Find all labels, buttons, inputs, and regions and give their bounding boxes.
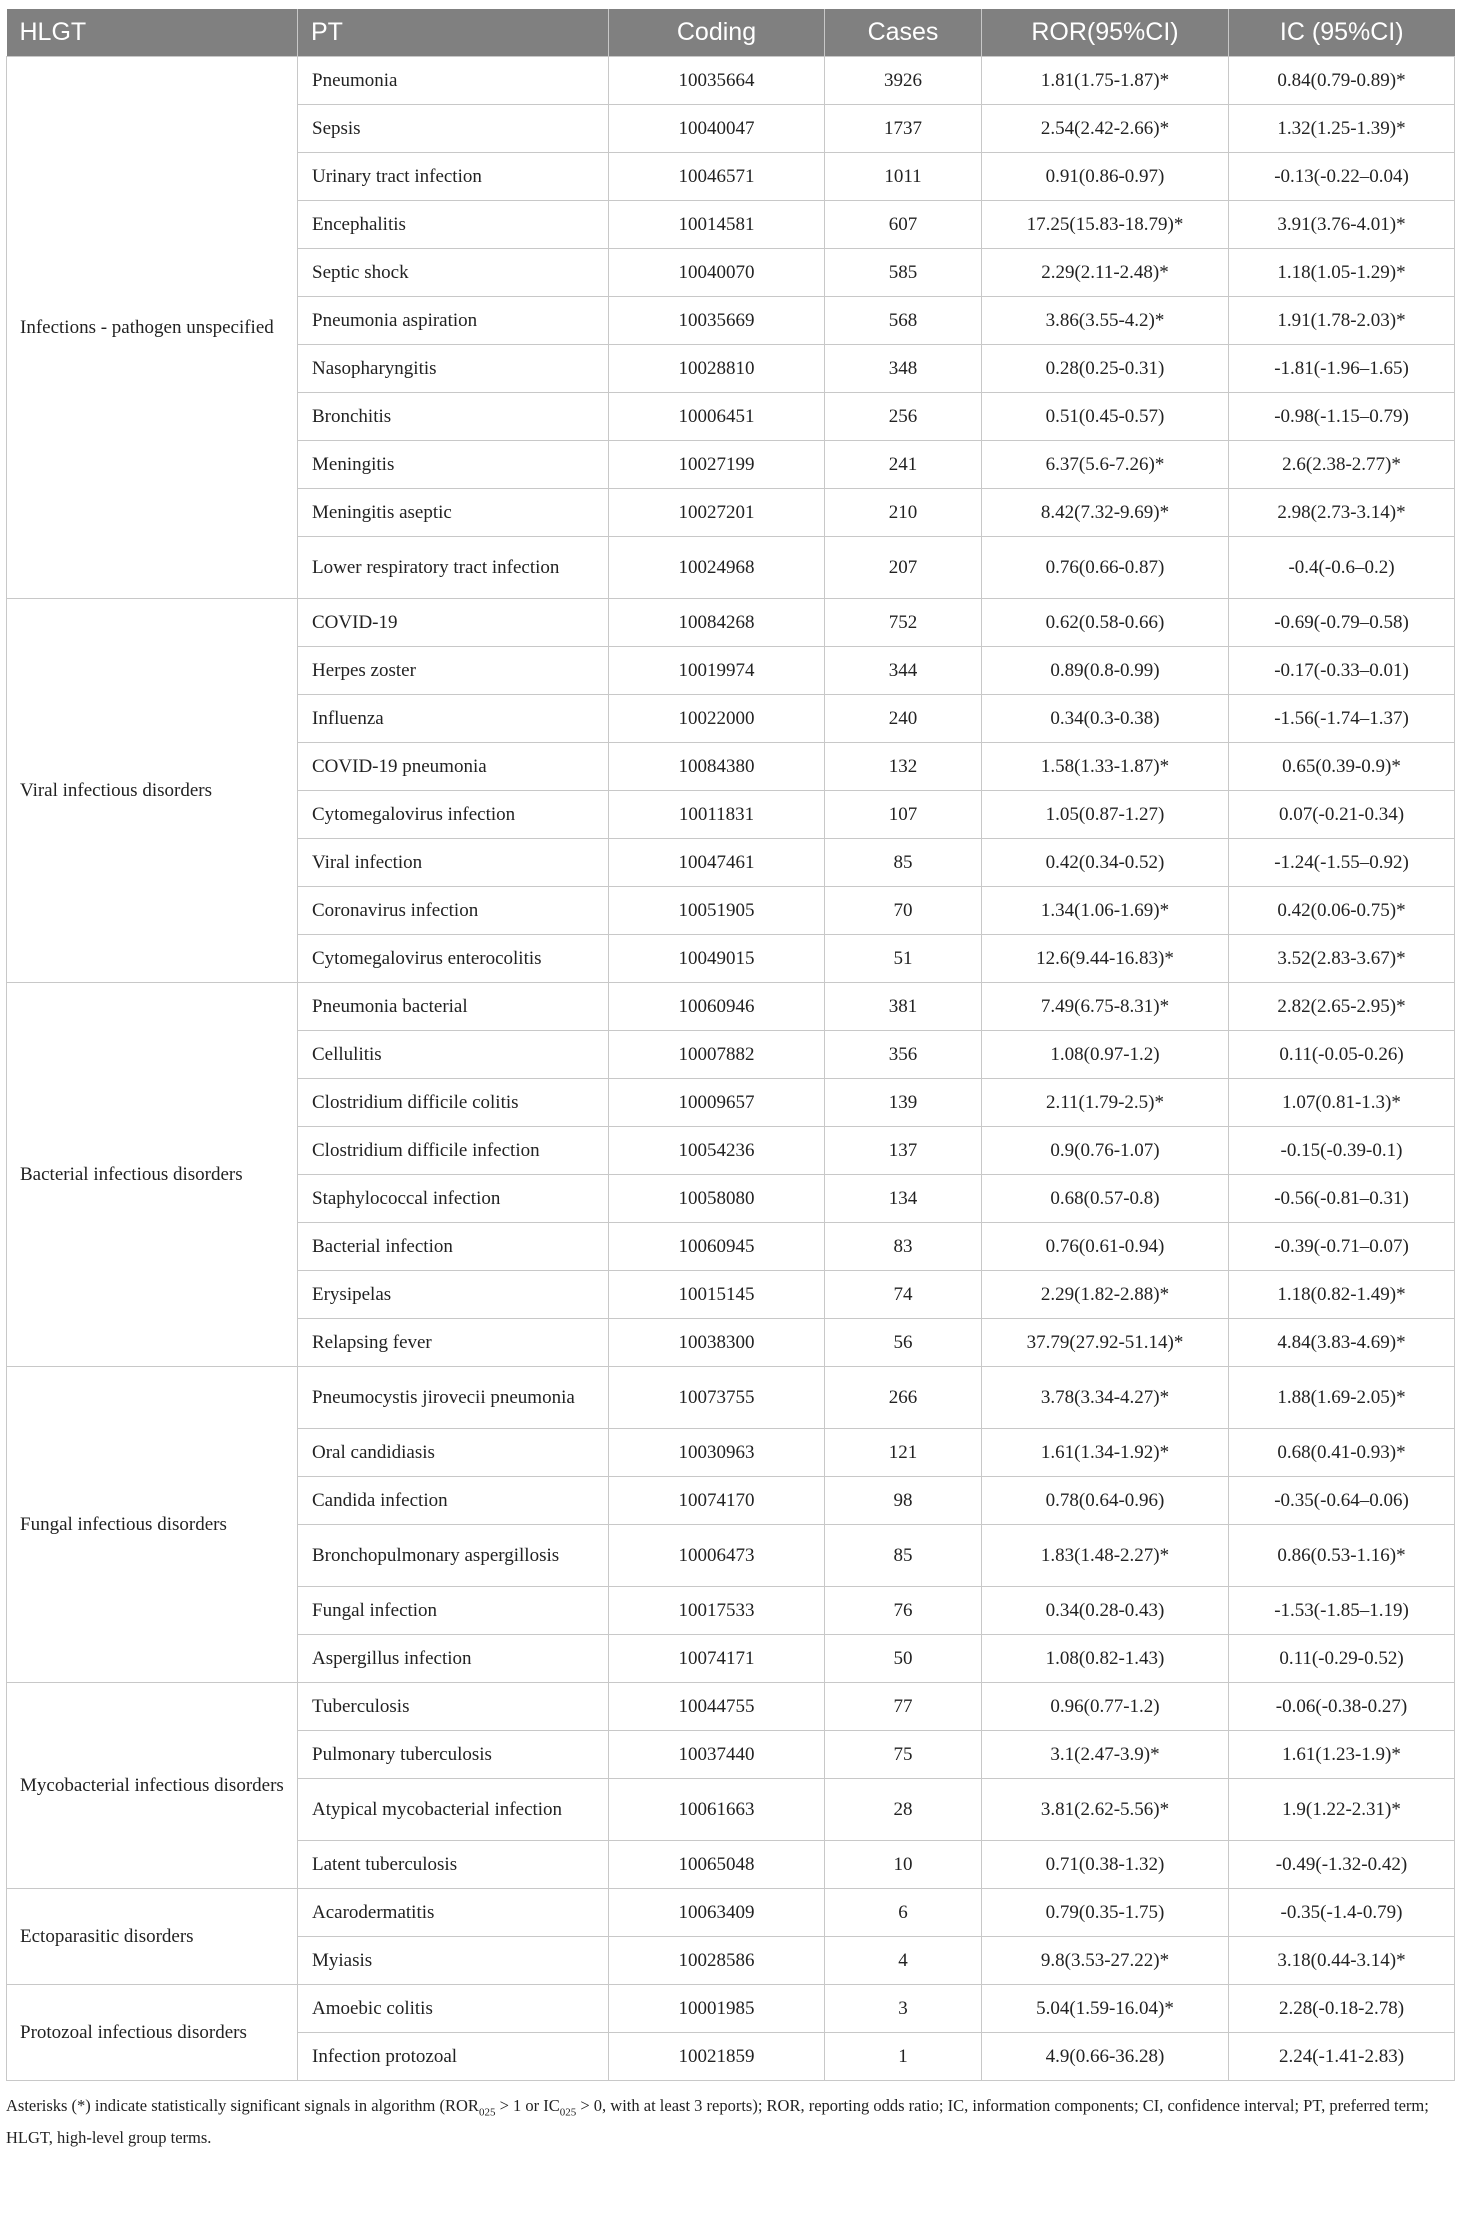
pt-cell: Sepsis (298, 105, 609, 153)
ic-cell: 0.65(0.39-0.9)* (1229, 743, 1455, 791)
header-cases: Cases (825, 9, 982, 57)
cases-cell: 607 (825, 201, 982, 249)
ic-cell: 2.98(2.73-3.14)* (1229, 489, 1455, 537)
hlgt-group-cell: Bacterial infectious disorders (7, 983, 298, 1367)
table-row (7, 1889, 1455, 1937)
document-page (0, 9, 1460, 2151)
ror-cell: 1.58(1.33-1.87)* (982, 743, 1229, 791)
ror-cell: 1.34(1.06-1.69)* (982, 887, 1229, 935)
pt-cell: Pneumocystis jirovecii pneumonia (298, 1367, 609, 1429)
coding-cell: 10065048 (609, 1841, 825, 1889)
ror-cell: 0.42(0.34-0.52) (982, 839, 1229, 887)
coding-cell: 10084380 (609, 743, 825, 791)
table-row (7, 599, 1455, 647)
ror-cell: 0.78(0.64-0.96) (982, 1477, 1229, 1525)
ror-cell: 0.9(0.76-1.07) (982, 1127, 1229, 1175)
cases-cell: 28 (825, 1779, 982, 1841)
ic-cell: -0.13(-0.22–0.04) (1229, 153, 1455, 201)
ror-cell: 3.1(2.47-3.9)* (982, 1731, 1229, 1779)
cases-cell: 137 (825, 1127, 982, 1175)
coding-cell: 10047461 (609, 839, 825, 887)
header-hlgt: HLGT (7, 9, 298, 57)
coding-cell: 10006473 (609, 1525, 825, 1587)
ic-cell: -1.81(-1.96–1.65) (1229, 345, 1455, 393)
ic-cell: 1.61(1.23-1.9)* (1229, 1731, 1455, 1779)
pt-cell: Bronchopulmonary aspergillosis (298, 1525, 609, 1587)
coding-cell: 10049015 (609, 935, 825, 983)
coding-cell: 10063409 (609, 1889, 825, 1937)
footnote-text-1: Asterisks (*) indicate statistically significant signals in algorithm (ROR (6, 2096, 479, 2115)
ror-cell: 3.78(3.34-4.27)* (982, 1367, 1229, 1429)
coding-cell: 10058080 (609, 1175, 825, 1223)
table-row (7, 1367, 1455, 1429)
pt-cell: Urinary tract infection (298, 153, 609, 201)
cases-cell: 568 (825, 297, 982, 345)
ic-cell: 2.24(-1.41-2.83) (1229, 2033, 1455, 2081)
pt-cell: Latent tuberculosis (298, 1841, 609, 1889)
ror-cell: 2.54(2.42-2.66)* (982, 105, 1229, 153)
ror-cell: 3.81(2.62-5.56)* (982, 1779, 1229, 1841)
hlgt-group-cell: Viral infectious disorders (7, 599, 298, 983)
pt-cell: Myiasis (298, 1937, 609, 1985)
cases-cell: 107 (825, 791, 982, 839)
pt-cell: Fungal infection (298, 1587, 609, 1635)
ic-cell: 3.18(0.44-3.14)* (1229, 1937, 1455, 1985)
coding-cell: 10046571 (609, 153, 825, 201)
pt-cell: Aspergillus infection (298, 1635, 609, 1683)
ror-cell: 2.29(2.11-2.48)* (982, 249, 1229, 297)
cases-cell: 132 (825, 743, 982, 791)
pt-cell: Pulmonary tuberculosis (298, 1731, 609, 1779)
ic-cell: 0.07(-0.21-0.34) (1229, 791, 1455, 839)
cases-cell: 348 (825, 345, 982, 393)
coding-cell: 10084268 (609, 599, 825, 647)
coding-cell: 10074171 (609, 1635, 825, 1683)
cases-cell: 4 (825, 1937, 982, 1985)
cases-cell: 3 (825, 1985, 982, 2033)
coding-cell: 10037440 (609, 1731, 825, 1779)
pt-cell: Meningitis aseptic (298, 489, 609, 537)
ic-cell: 4.84(3.83-4.69)* (1229, 1319, 1455, 1367)
coding-cell: 10015145 (609, 1271, 825, 1319)
coding-cell: 10054236 (609, 1127, 825, 1175)
header-ic: IC (95%CI) (1229, 9, 1455, 57)
cases-cell: 85 (825, 1525, 982, 1587)
coding-cell: 10011831 (609, 791, 825, 839)
cases-cell: 240 (825, 695, 982, 743)
cases-cell: 356 (825, 1031, 982, 1079)
ror-cell: 0.62(0.58-0.66) (982, 599, 1229, 647)
ic-cell: -1.53(-1.85–1.19) (1229, 1587, 1455, 1635)
ic-cell: 0.84(0.79-0.89)* (1229, 57, 1455, 105)
hlgt-group-cell: Mycobacterial infectious disorders (7, 1683, 298, 1889)
ror-cell: 0.76(0.66-0.87) (982, 537, 1229, 599)
pt-cell: Cytomegalovirus enterocolitis (298, 935, 609, 983)
footnote-subscript-2: 025 (559, 2106, 577, 2119)
cases-cell: 266 (825, 1367, 982, 1429)
ic-cell: 1.07(0.81-1.3)* (1229, 1079, 1455, 1127)
cases-cell: 56 (825, 1319, 982, 1367)
ror-cell: 17.25(15.83-18.79)* (982, 201, 1229, 249)
cases-cell: 752 (825, 599, 982, 647)
pt-cell: Herpes zoster (298, 647, 609, 695)
coding-cell: 10060946 (609, 983, 825, 1031)
pt-cell: Encephalitis (298, 201, 609, 249)
cases-cell: 74 (825, 1271, 982, 1319)
ic-cell: 1.91(1.78-2.03)* (1229, 297, 1455, 345)
ic-cell: -0.17(-0.33–0.01) (1229, 647, 1455, 695)
table-row (7, 983, 1455, 1031)
cases-cell: 1 (825, 2033, 982, 2081)
pt-cell: Atypical mycobacterial infection (298, 1779, 609, 1841)
ic-cell: -0.35(-0.64–0.06) (1229, 1477, 1455, 1525)
ror-cell: 37.79(27.92-51.14)* (982, 1319, 1229, 1367)
pt-cell: Staphylococcal infection (298, 1175, 609, 1223)
table-row (7, 57, 1455, 105)
coding-cell: 10044755 (609, 1683, 825, 1731)
pt-cell: Tuberculosis (298, 1683, 609, 1731)
cases-cell: 77 (825, 1683, 982, 1731)
cases-cell: 210 (825, 489, 982, 537)
ic-cell: -0.49(-1.32-0.42) (1229, 1841, 1455, 1889)
coding-cell: 10017533 (609, 1587, 825, 1635)
coding-cell: 10074170 (609, 1477, 825, 1525)
pt-cell: Pneumonia aspiration (298, 297, 609, 345)
pt-cell: Cellulitis (298, 1031, 609, 1079)
header-coding: Coding (609, 9, 825, 57)
ror-cell: 12.6(9.44-16.83)* (982, 935, 1229, 983)
ic-cell: 2.28(-0.18-2.78) (1229, 1985, 1455, 2033)
coding-cell: 10022000 (609, 695, 825, 743)
cases-cell: 121 (825, 1429, 982, 1477)
pt-cell: Relapsing fever (298, 1319, 609, 1367)
ic-cell: -0.69(-0.79–0.58) (1229, 599, 1455, 647)
ror-cell: 0.71(0.38-1.32) (982, 1841, 1229, 1889)
coding-cell: 10038300 (609, 1319, 825, 1367)
cases-cell: 1737 (825, 105, 982, 153)
ic-cell: 0.11(-0.29-0.52) (1229, 1635, 1455, 1683)
pt-cell: Amoebic colitis (298, 1985, 609, 2033)
header-row (7, 9, 1455, 57)
ror-cell: 0.28(0.25-0.31) (982, 345, 1229, 393)
pt-cell: Infection protozoal (298, 2033, 609, 2081)
table-footnote (6, 2093, 1454, 2151)
ror-cell: 6.37(5.6-7.26)* (982, 441, 1229, 489)
ror-cell: 0.79(0.35-1.75) (982, 1889, 1229, 1937)
ror-cell: 0.68(0.57-0.8) (982, 1175, 1229, 1223)
coding-cell: 10024968 (609, 537, 825, 599)
coding-cell: 10019974 (609, 647, 825, 695)
ror-cell: 0.76(0.61-0.94) (982, 1223, 1229, 1271)
ror-cell: 7.49(6.75-8.31)* (982, 983, 1229, 1031)
cases-cell: 70 (825, 887, 982, 935)
header-ror: ROR(95%CI) (982, 9, 1229, 57)
ic-cell: -0.56(-0.81–0.31) (1229, 1175, 1455, 1223)
pt-cell: Oral candidiasis (298, 1429, 609, 1477)
ic-cell: -0.98(-1.15–0.79) (1229, 393, 1455, 441)
ic-cell: -0.4(-0.6–0.2) (1229, 537, 1455, 599)
pt-cell: Lower respiratory tract infection (298, 537, 609, 599)
cases-cell: 51 (825, 935, 982, 983)
coding-cell: 10035669 (609, 297, 825, 345)
coding-cell: 10030963 (609, 1429, 825, 1477)
pt-cell: Erysipelas (298, 1271, 609, 1319)
coding-cell: 10021859 (609, 2033, 825, 2081)
ror-cell: 1.61(1.34-1.92)* (982, 1429, 1229, 1477)
ic-cell: 1.18(1.05-1.29)* (1229, 249, 1455, 297)
cases-cell: 344 (825, 647, 982, 695)
cases-cell: 585 (825, 249, 982, 297)
coding-cell: 10035664 (609, 57, 825, 105)
pt-cell: Clostridium difficile colitis (298, 1079, 609, 1127)
hlgt-group-cell: Protozoal infectious disorders (7, 1985, 298, 2081)
cases-cell: 381 (825, 983, 982, 1031)
coding-cell: 10006451 (609, 393, 825, 441)
ror-cell: 1.08(0.97-1.2) (982, 1031, 1229, 1079)
ror-cell: 0.89(0.8-0.99) (982, 647, 1229, 695)
hlgt-group-cell: Infections - pathogen unspecified (7, 57, 298, 599)
table-body (7, 57, 1455, 2081)
ic-cell: -0.15(-0.39-0.1) (1229, 1127, 1455, 1175)
ic-cell: 3.91(3.76-4.01)* (1229, 201, 1455, 249)
pt-cell: Septic shock (298, 249, 609, 297)
footnote-text-2: > 1 or IC (495, 2096, 560, 2115)
cases-cell: 75 (825, 1731, 982, 1779)
cases-cell: 3926 (825, 57, 982, 105)
footnote-text-3: > 0, with at least 3 reports); ROR, reporting odds ratio; IC, information components; CI, confidence interval; PT, preferred term; HLGT, high-level group terms. (6, 2096, 1429, 2148)
ror-cell: 4.9(0.66-36.28) (982, 2033, 1229, 2081)
ic-cell: 0.11(-0.05-0.26) (1229, 1031, 1455, 1079)
ic-cell: 0.42(0.06-0.75)* (1229, 887, 1455, 935)
ic-cell: 2.82(2.65-2.95)* (1229, 983, 1455, 1031)
cases-cell: 139 (825, 1079, 982, 1127)
ror-cell: 1.83(1.48-2.27)* (982, 1525, 1229, 1587)
coding-cell: 10073755 (609, 1367, 825, 1429)
ror-cell: 8.42(7.32-9.69)* (982, 489, 1229, 537)
table-row (7, 1985, 1455, 2033)
ic-cell: -0.06(-0.38-0.27) (1229, 1683, 1455, 1731)
coding-cell: 10007882 (609, 1031, 825, 1079)
ic-cell: 3.52(2.83-3.67)* (1229, 935, 1455, 983)
coding-cell: 10001985 (609, 1985, 825, 2033)
pt-cell: Acarodermatitis (298, 1889, 609, 1937)
hlgt-group-cell: Ectoparasitic disorders (7, 1889, 298, 1985)
pt-cell: Viral infection (298, 839, 609, 887)
pt-cell: COVID-19 pneumonia (298, 743, 609, 791)
ror-cell: 1.81(1.75-1.87)* (982, 57, 1229, 105)
adverse-event-table (6, 9, 1455, 2081)
cases-cell: 83 (825, 1223, 982, 1271)
ic-cell: 1.18(0.82-1.49)* (1229, 1271, 1455, 1319)
cases-cell: 1011 (825, 153, 982, 201)
pt-cell: Bacterial infection (298, 1223, 609, 1271)
pt-cell: Clostridium difficile infection (298, 1127, 609, 1175)
coding-cell: 10027199 (609, 441, 825, 489)
cases-cell: 134 (825, 1175, 982, 1223)
pt-cell: Bronchitis (298, 393, 609, 441)
table-row (7, 1683, 1455, 1731)
cases-cell: 50 (825, 1635, 982, 1683)
coding-cell: 10051905 (609, 887, 825, 935)
hlgt-group-cell: Fungal infectious disorders (7, 1367, 298, 1683)
coding-cell: 10027201 (609, 489, 825, 537)
ror-cell: 3.86(3.55-4.2)* (982, 297, 1229, 345)
coding-cell: 10028586 (609, 1937, 825, 1985)
ic-cell: 1.32(1.25-1.39)* (1229, 105, 1455, 153)
ror-cell: 2.29(1.82-2.88)* (982, 1271, 1229, 1319)
pt-cell: Influenza (298, 695, 609, 743)
ror-cell: 9.8(3.53-27.22)* (982, 1937, 1229, 1985)
header-pt: PT (298, 9, 609, 57)
coding-cell: 10040047 (609, 105, 825, 153)
pt-cell: Candida infection (298, 1477, 609, 1525)
ror-cell: 5.04(1.59-16.04)* (982, 1985, 1229, 2033)
cases-cell: 85 (825, 839, 982, 887)
ic-cell: 1.88(1.69-2.05)* (1229, 1367, 1455, 1429)
cases-cell: 256 (825, 393, 982, 441)
pt-cell: Cytomegalovirus infection (298, 791, 609, 839)
ror-cell: 0.91(0.86-0.97) (982, 153, 1229, 201)
pt-cell: Nasopharyngitis (298, 345, 609, 393)
coding-cell: 10014581 (609, 201, 825, 249)
ror-cell: 0.96(0.77-1.2) (982, 1683, 1229, 1731)
pt-cell: Meningitis (298, 441, 609, 489)
ror-cell: 2.11(1.79-2.5)* (982, 1079, 1229, 1127)
coding-cell: 10028810 (609, 345, 825, 393)
cases-cell: 76 (825, 1587, 982, 1635)
ic-cell: 0.68(0.41-0.93)* (1229, 1429, 1455, 1477)
coding-cell: 10009657 (609, 1079, 825, 1127)
ror-cell: 0.34(0.3-0.38) (982, 695, 1229, 743)
ic-cell: 1.9(1.22-2.31)* (1229, 1779, 1455, 1841)
footnote-subscript-1: 025 (478, 2106, 496, 2119)
pt-cell: Pneumonia (298, 57, 609, 105)
ic-cell: -1.56(-1.74–1.37) (1229, 695, 1455, 743)
ror-cell: 1.08(0.82-1.43) (982, 1635, 1229, 1683)
ic-cell: -0.35(-1.4-0.79) (1229, 1889, 1455, 1937)
ic-cell: -0.39(-0.71–0.07) (1229, 1223, 1455, 1271)
cases-cell: 98 (825, 1477, 982, 1525)
cases-cell: 241 (825, 441, 982, 489)
coding-cell: 10061663 (609, 1779, 825, 1841)
ic-cell: 0.86(0.53-1.16)* (1229, 1525, 1455, 1587)
cases-cell: 207 (825, 537, 982, 599)
ic-cell: 2.6(2.38-2.77)* (1229, 441, 1455, 489)
cases-cell: 10 (825, 1841, 982, 1889)
coding-cell: 10060945 (609, 1223, 825, 1271)
ic-cell: -1.24(-1.55–0.92) (1229, 839, 1455, 887)
cases-cell: 6 (825, 1889, 982, 1937)
pt-cell: Pneumonia bacterial (298, 983, 609, 1031)
pt-cell: COVID-19 (298, 599, 609, 647)
pt-cell: Coronavirus infection (298, 887, 609, 935)
ror-cell: 0.34(0.28-0.43) (982, 1587, 1229, 1635)
ror-cell: 0.51(0.45-0.57) (982, 393, 1229, 441)
coding-cell: 10040070 (609, 249, 825, 297)
ror-cell: 1.05(0.87-1.27) (982, 791, 1229, 839)
